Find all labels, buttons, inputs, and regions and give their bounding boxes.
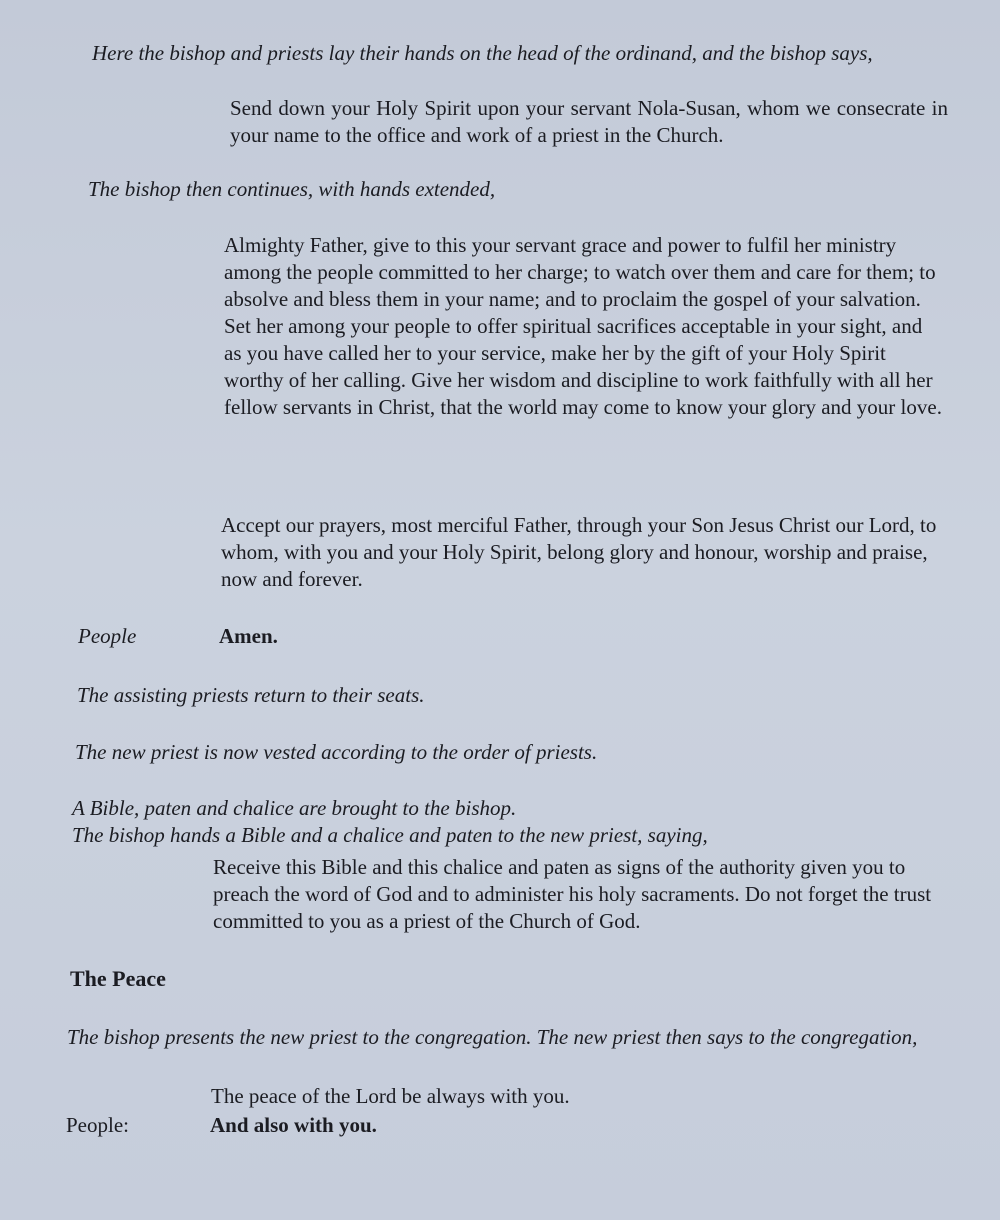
amen-response: Amen. <box>219 624 278 648</box>
heading-the-peace: The Peace <box>70 966 166 991</box>
prayer-send-down: Send down your Holy Spirit upon your servant Nola-Susan, whom we consecrate in your name to the office and work of a priest in the Church. <box>230 96 948 147</box>
prayer-almighty-father: Almighty Father, give to this your servant grace and power to fulfil her ministry among the people committed to her charge; to watch over them and care for them; to absolve and bless them in your name; and to proclaim the gospel of your salvation. Set her among your people to offer spiritual sacrifices acceptable in your sight, and as you have called her to your service, make her by the gift of your Holy Spirit worthy of her calling. Give her wisdom and discipline to work faithfully with all her fellow servants in Christ, that the world may come to know your glory and your love. <box>224 233 942 419</box>
people-label-colon: People: <box>66 1113 129 1137</box>
peace-greeting: The peace of the Lord be always with you. <box>211 1084 570 1108</box>
prayer-accept: Accept our prayers, most merciful Father, through your Son Jesus Christ our Lord, to whom, with you and your Holy Spirit, belong glory and honour, worship and praise, now and forever. <box>221 513 937 591</box>
rubric-bishop-continues: The bishop then continues, with hands extended, <box>88 177 496 201</box>
rubric-bishop-hands-bible: The bishop hands a Bible and a chalice and paten to the new priest, saying, <box>72 823 708 847</box>
rubric-bishop-presents: The bishop presents the new priest to the congregation. The new priest then says to the congregation, <box>67 1025 918 1049</box>
peace-response: And also with you. <box>210 1113 377 1137</box>
prayer-receive-bible: Receive this Bible and this chalice and paten as signs of the authority given you to preach the word of God and to administer his holy sacraments. Do not forget the trust committed to you as a priest of the Church of God. <box>213 855 932 933</box>
people-label: People <box>78 624 137 648</box>
rubric-new-priest-vested: The new priest is now vested according to the order of priests. <box>75 740 598 764</box>
rubric-laying-on-hands: Here the bishop and priests lay their hands on the head of the ordinand, and the bishop says, <box>92 41 873 65</box>
rubric-assisting-priests: The assisting priests return to their seats. <box>77 683 425 707</box>
rubric-bible-brought: A Bible, paten and chalice are brought to the bishop. <box>72 796 517 820</box>
